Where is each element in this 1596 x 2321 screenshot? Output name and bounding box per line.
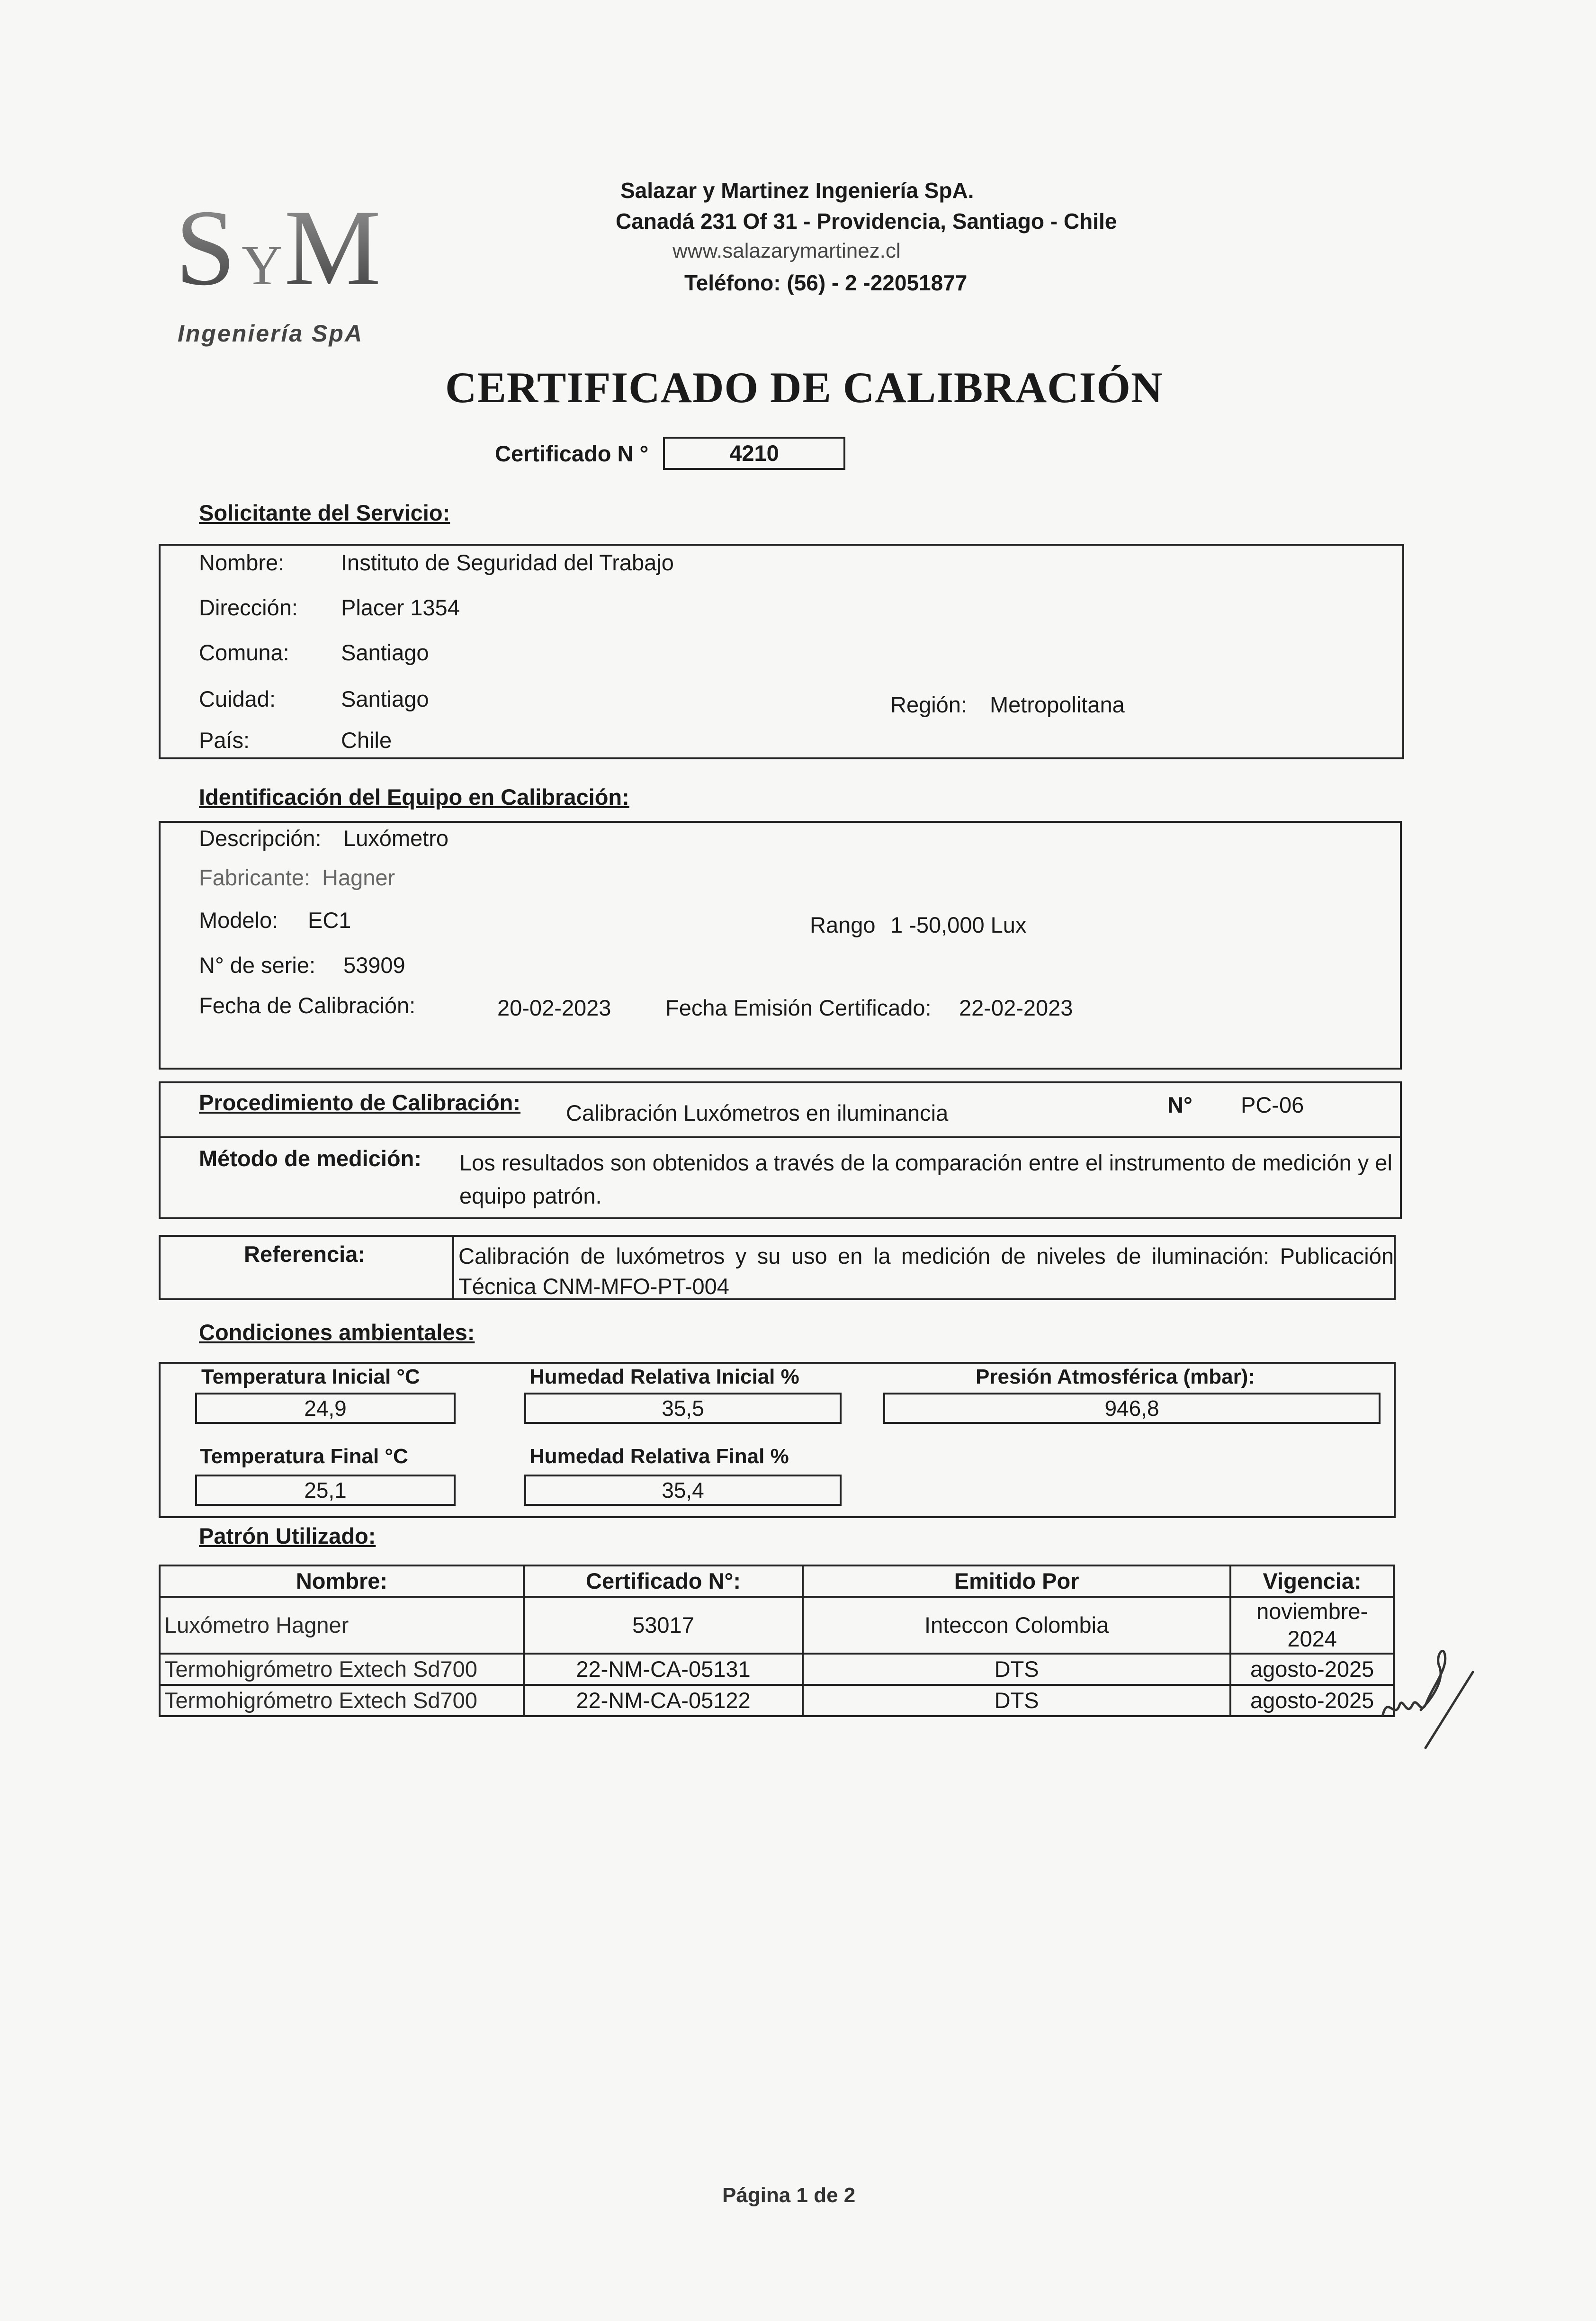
ciudad-value: Santiago <box>341 686 429 711</box>
modelo-value: EC1 <box>308 908 351 933</box>
comuna-value: Santiago <box>341 640 429 665</box>
referencia-label: Referencia: <box>244 1241 365 1267</box>
presion-label: Presión Atmosférica (mbar): <box>976 1365 1255 1388</box>
cell-emitido: DTS <box>803 1685 1230 1716</box>
temp-ini-label: Temperatura Inicial °C <box>201 1365 420 1388</box>
table-row <box>160 1654 1394 1685</box>
page-number: Página 1 de 2 <box>722 2184 856 2207</box>
region-label: Región: <box>890 692 967 717</box>
patron-heading: Patrón Utilizado: <box>199 1523 376 1548</box>
serie-value: 53909 <box>343 953 405 978</box>
direccion-value: Placer 1354 <box>341 595 460 620</box>
temp-ini-value: 24,9 <box>195 1393 456 1424</box>
cell-certificado: 22-NM-CA-05131 <box>524 1654 803 1685</box>
cell-certificado: 22-NM-CA-05122 <box>524 1685 803 1716</box>
cell-vigencia: agosto-2025 <box>1230 1685 1394 1716</box>
certificate-label: Certificado N ° <box>495 441 649 466</box>
descripcion-label: Descripción: <box>199 826 322 851</box>
solicitante-heading: Solicitante del Servicio: <box>199 500 450 525</box>
ciudad-label: Cuidad: <box>199 686 276 711</box>
table-row <box>160 1597 1394 1654</box>
sym-logo-icon <box>170 194 398 298</box>
col-header-certificado: Certificado N°: <box>524 1565 803 1597</box>
cell-emitido: Inteccon Colombia <box>803 1597 1230 1654</box>
company-website: www.salazarymartinez.cl <box>672 239 901 262</box>
metodo-value: Los resultados son obtenidos a través de la comparación entre el instrumento de medición y el equipo patrón. <box>459 1150 1392 1208</box>
company-phone: Teléfono: (56) - 2 -22051877 <box>684 270 968 295</box>
certificate-number: 4210 <box>663 437 845 470</box>
patron-table <box>159 1565 1395 1717</box>
cell-vigencia: noviembre-2024 <box>1230 1597 1394 1654</box>
table-header-row <box>160 1565 1394 1597</box>
fecha-emision-value: 22-02-2023 <box>959 995 1073 1020</box>
table-row <box>160 1685 1394 1716</box>
col-header-vigencia: Vigencia: <box>1230 1565 1394 1597</box>
cell-certificado: 53017 <box>524 1597 803 1654</box>
fabricante-label: Fabricante: <box>199 865 311 890</box>
page-title: CERTIFICADO DE CALIBRACIÓN <box>445 363 1163 412</box>
temp-fin-value: 25,1 <box>195 1475 456 1506</box>
rango-label: Rango <box>810 912 876 937</box>
descripcion-value: Luxómetro <box>343 826 449 851</box>
equipo-heading: Identificación del Equipo en Calibración: <box>199 784 629 810</box>
cell-nombre: Luxómetro Hagner <box>160 1597 524 1654</box>
fecha-emision-label: Fecha Emisión Certificado: <box>665 995 932 1020</box>
procedimiento-num-label: N° <box>1167 1092 1193 1117</box>
nombre-label: Nombre: <box>199 550 285 575</box>
fabricante-value: Hagner <box>322 865 395 890</box>
referencia-value: Calibración de luxómetros y su uso en la medición de niveles de iluminación: Publicación Técnica CNM-MFO-PT-004 <box>458 1243 1394 1299</box>
equipo-box <box>159 821 1402 1070</box>
region-value: Metropolitana <box>990 692 1125 717</box>
fecha-cal-label: Fecha de Calibración: <box>199 993 416 1018</box>
signature-icon <box>1373 1639 1478 1753</box>
cell-nombre: Termohigrómetro Extech Sd700 <box>160 1685 524 1716</box>
procedimiento-num: PC-06 <box>1241 1092 1304 1117</box>
metodo-label: Método de medición: <box>199 1146 421 1171</box>
pais-value: Chile <box>341 728 392 753</box>
procedimiento-label: Procedimiento de Calibración: <box>199 1090 521 1115</box>
cell-nombre: Termohigrómetro Extech Sd700 <box>160 1654 524 1685</box>
condiciones-heading: Condiciones ambientales: <box>199 1320 475 1345</box>
company-name: Salazar y Martinez Ingeniería SpA. <box>620 178 974 203</box>
svg-text:M: M <box>284 194 381 298</box>
svg-text:S: S <box>175 194 236 298</box>
comuna-label: Comuna: <box>199 640 289 665</box>
referencia-divider <box>452 1235 454 1300</box>
logo-subtitle: Ingeniería SpA <box>178 320 364 347</box>
pais-label: País: <box>199 728 250 753</box>
hum-ini-label: Humedad Relativa Inicial % <box>529 1365 799 1388</box>
temp-fin-label: Temperatura Final °C <box>200 1445 408 1468</box>
cell-emitido: DTS <box>803 1654 1230 1685</box>
direccion-label: Dirección: <box>199 595 298 620</box>
col-header-emitido: Emitido Por <box>803 1565 1230 1597</box>
rango-value: 1 -50,000 Lux <box>890 912 1027 937</box>
company-logo <box>170 194 398 298</box>
col-header-nombre: Nombre: <box>160 1565 524 1597</box>
presion-value: 946,8 <box>883 1393 1381 1424</box>
hum-fin-value: 35,4 <box>524 1475 842 1506</box>
nombre-value: Instituto de Seguridad del Trabajo <box>341 550 674 575</box>
company-address: Canadá 231 Of 31 - Providencia, Santiago - Chile <box>616 209 1117 234</box>
modelo-label: Modelo: <box>199 908 278 933</box>
fecha-cal-value: 20-02-2023 <box>497 995 611 1020</box>
hum-ini-value: 35,5 <box>524 1393 842 1424</box>
hum-fin-label: Humedad Relativa Final % <box>529 1445 789 1468</box>
procedimiento-value: Calibración Luxómetros en iluminancia <box>566 1100 949 1125</box>
svg-text:Y: Y <box>242 234 283 297</box>
serie-label: N° de serie: <box>199 953 316 978</box>
cell-vigencia: agosto-2025 <box>1230 1654 1394 1685</box>
